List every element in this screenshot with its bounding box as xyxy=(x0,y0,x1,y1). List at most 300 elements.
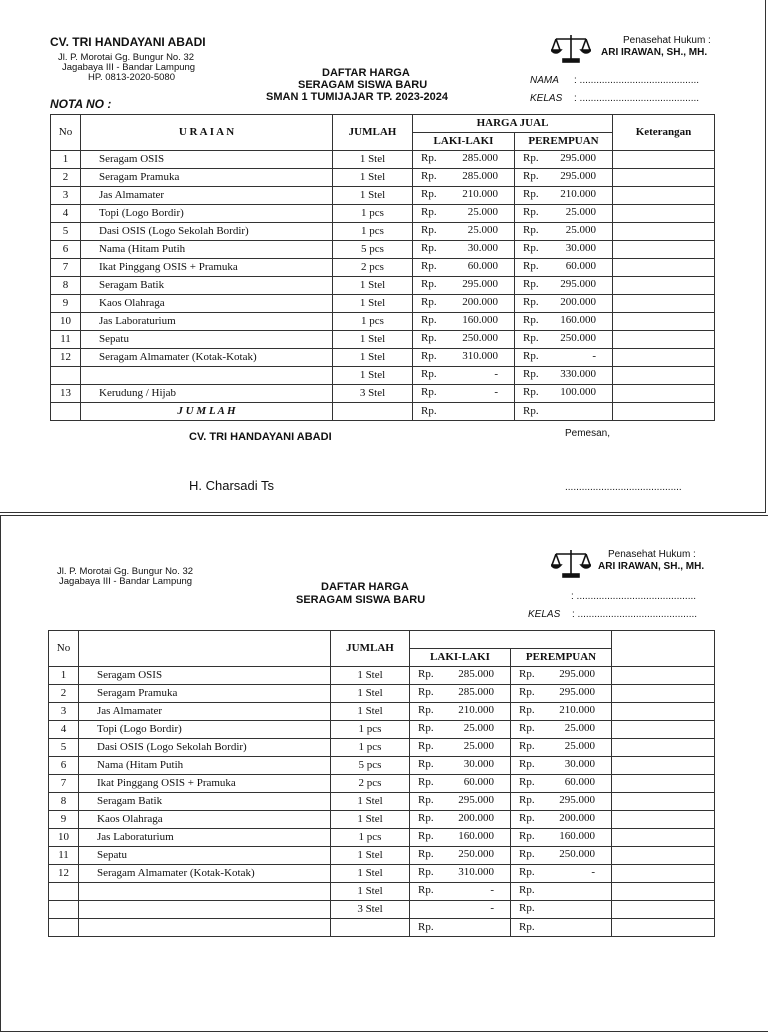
currency-label: Rp. xyxy=(421,152,437,164)
item-notes xyxy=(612,883,715,901)
item-description: Seragam Batik xyxy=(81,277,333,295)
item-notes xyxy=(613,331,715,349)
currency-label: Rp. xyxy=(519,704,535,716)
price-value: - xyxy=(591,866,595,878)
price-male xyxy=(410,757,511,775)
legal-advisor-label: Penasehat Hukum : xyxy=(623,35,711,46)
price-female xyxy=(511,829,612,847)
item-notes xyxy=(613,151,715,169)
table-row xyxy=(51,187,715,205)
price-table-body xyxy=(49,667,715,919)
item-description: Seragam Pramuka xyxy=(79,685,331,703)
price-value: 25.000 xyxy=(565,206,596,218)
col-header-male: LAKI-LAKI xyxy=(410,649,511,667)
price-value: 25.000 xyxy=(467,224,498,236)
table-row xyxy=(51,223,715,241)
row-number: 5 xyxy=(49,739,79,757)
price-female xyxy=(511,865,612,883)
currency-label: Rp. xyxy=(523,170,539,182)
price-value: 25.000 xyxy=(463,740,494,752)
row-number: 2 xyxy=(51,169,81,187)
col-header-no: No xyxy=(49,631,79,667)
currency-label: Rp. xyxy=(421,368,437,380)
price-female xyxy=(511,757,612,775)
item-description: Ikat Pinggang OSIS + Pramuka xyxy=(81,259,333,277)
row-number: 4 xyxy=(51,205,81,223)
currency-label: Rp. xyxy=(523,296,539,308)
currency-label: Rp. xyxy=(418,830,434,842)
currency-label: Rp. xyxy=(418,686,434,698)
item-quantity: 1 pcs xyxy=(331,739,410,757)
row-number: 3 xyxy=(49,703,79,721)
price-value: - xyxy=(494,368,498,380)
item-quantity: 1 Stel xyxy=(333,169,413,187)
item-notes xyxy=(612,739,715,757)
price-female xyxy=(511,775,612,793)
row-number: 8 xyxy=(49,793,79,811)
total-male: Rp. xyxy=(413,403,515,421)
item-description: Nama (Hitam Putih xyxy=(79,757,331,775)
price-value: 60.000 xyxy=(564,776,595,788)
price-female xyxy=(511,811,612,829)
currency-label: Rp. xyxy=(418,776,434,788)
price-value: 295.000 xyxy=(560,152,596,164)
price-value: 160.000 xyxy=(560,314,596,326)
price-male xyxy=(410,883,511,901)
item-quantity: 1 pcs xyxy=(331,721,410,739)
currency-label: Rp. xyxy=(418,812,434,824)
table-row xyxy=(51,277,715,295)
table-row xyxy=(51,385,715,403)
currency-label: Rp. xyxy=(523,188,539,200)
item-quantity: 1 pcs xyxy=(333,223,413,241)
item-notes xyxy=(612,865,715,883)
currency-label: Rp. xyxy=(519,722,535,734)
item-notes xyxy=(613,169,715,187)
price-value: 295.000 xyxy=(560,278,596,290)
item-quantity: 2 pcs xyxy=(333,259,413,277)
price-female xyxy=(511,667,612,685)
doc-title-2: SERAGAM SISWA BARU xyxy=(296,594,426,606)
item-notes xyxy=(613,367,715,385)
col-header-male: LAKI-LAKI xyxy=(413,133,515,151)
item-notes xyxy=(613,385,715,403)
table-row xyxy=(49,721,715,739)
price-value: - xyxy=(494,386,498,398)
currency-label: Rp. xyxy=(418,704,434,716)
item-quantity: 1 Stel xyxy=(333,151,413,169)
row-number: 7 xyxy=(51,259,81,277)
scales-of-justice-icon xyxy=(551,32,591,64)
item-notes xyxy=(613,259,715,277)
item-description: Sepatu xyxy=(79,847,331,865)
currency-label: Rp. xyxy=(421,242,437,254)
item-notes xyxy=(612,667,715,685)
buyer-class-field[interactable]: : ........................................... xyxy=(574,93,700,104)
doc-title-1: DAFTAR HARGA xyxy=(322,67,410,79)
item-notes xyxy=(613,295,715,313)
total-female: Rp. xyxy=(511,919,612,937)
currency-label: Rp. xyxy=(519,686,535,698)
price-male xyxy=(410,865,511,883)
scales-of-justice-icon xyxy=(551,547,591,579)
currency-label: Rp. xyxy=(421,350,437,362)
price-female xyxy=(515,205,613,223)
price-female xyxy=(511,847,612,865)
row-number: 9 xyxy=(49,811,79,829)
col-header-selling-price xyxy=(410,631,612,649)
doc-title-1: DAFTAR HARGA xyxy=(321,581,409,593)
price-female xyxy=(515,295,613,313)
item-notes xyxy=(612,721,715,739)
row-number: 8 xyxy=(51,277,81,295)
item-quantity: 1 Stel xyxy=(333,367,413,385)
nota-number-label: NOTA NO : xyxy=(50,97,112,111)
item-notes xyxy=(612,901,715,919)
table-row xyxy=(49,775,715,793)
item-description: Jas Laboraturium xyxy=(81,313,333,331)
row-number: 12 xyxy=(49,865,79,883)
currency-label: Rp. xyxy=(421,296,437,308)
buyer-name-label: NAMA xyxy=(530,75,559,86)
item-notes xyxy=(612,775,715,793)
item-description: Kaos Olahraga xyxy=(79,811,331,829)
item-notes xyxy=(612,847,715,865)
item-description: Ikat Pinggang OSIS + Pramuka xyxy=(79,775,331,793)
item-description: Kaos Olahraga xyxy=(81,295,333,313)
table-row xyxy=(49,811,715,829)
table-row xyxy=(49,739,715,757)
row-number xyxy=(49,883,79,901)
col-header-no: No xyxy=(51,115,81,151)
price-male xyxy=(413,151,515,169)
price-value: 285.000 xyxy=(458,686,494,698)
currency-label: Rp. xyxy=(418,794,434,806)
row-number: 5 xyxy=(51,223,81,241)
currency-label: Rp. xyxy=(421,188,437,200)
price-female xyxy=(511,721,612,739)
price-male xyxy=(410,667,511,685)
item-description: Seragam OSIS xyxy=(79,667,331,685)
price-male xyxy=(413,187,515,205)
table-row xyxy=(49,667,715,685)
currency-label: Rp. xyxy=(523,314,539,326)
price-value: 200.000 xyxy=(559,812,595,824)
company-address-1: Jl. P. Morotai Gg. Bungur No. 32 xyxy=(57,566,194,577)
price-female xyxy=(511,685,612,703)
item-quantity: 1 Stel xyxy=(331,667,410,685)
item-quantity: 1 Stel xyxy=(331,703,410,721)
price-male xyxy=(413,385,515,403)
item-notes xyxy=(612,757,715,775)
item-notes xyxy=(613,349,715,367)
legal-advisor-label: Penasehat Hukum : xyxy=(608,549,696,560)
row-number: 2 xyxy=(49,685,79,703)
price-female xyxy=(511,901,612,919)
price-table xyxy=(50,114,715,421)
price-male xyxy=(413,331,515,349)
currency-label: Rp. xyxy=(523,278,539,290)
price-value: 200.000 xyxy=(462,296,498,308)
currency-label: Rp. xyxy=(523,260,539,272)
signer-name: H. Charsadi Ts xyxy=(189,478,275,493)
item-quantity: 1 Stel xyxy=(331,847,410,865)
col-header-notes: Keterangan xyxy=(613,115,715,151)
price-value: 295.000 xyxy=(559,686,595,698)
price-male xyxy=(413,277,515,295)
price-male xyxy=(410,829,511,847)
price-value: 210.000 xyxy=(458,704,494,716)
item-notes xyxy=(613,187,715,205)
currency-label: Rp. xyxy=(519,776,535,788)
item-quantity: 1 Stel xyxy=(333,295,413,313)
currency-label: Rp. xyxy=(421,224,437,236)
col-header-quantity: JUMLAH xyxy=(331,631,410,667)
col-header-quantity: JUMLAH xyxy=(333,115,413,151)
table-row xyxy=(51,169,715,187)
price-value: 60.000 xyxy=(463,776,494,788)
table-row xyxy=(51,367,715,385)
table-row xyxy=(49,901,715,919)
item-quantity: 1 Stel xyxy=(331,865,410,883)
price-value: 310.000 xyxy=(462,350,498,362)
item-quantity: 1 Stel xyxy=(333,187,413,205)
currency-label: Rp. xyxy=(519,902,535,914)
currency-label: Rp. xyxy=(523,386,539,398)
price-value: 100.000 xyxy=(560,386,596,398)
col-header-selling-price: HARGA JUAL xyxy=(413,115,613,133)
legal-advisor-name: ARI IRAWAN, SH., MH. xyxy=(601,47,708,58)
price-value: 30.000 xyxy=(565,242,596,254)
table-row xyxy=(51,259,715,277)
price-female xyxy=(515,223,613,241)
row-number: 1 xyxy=(51,151,81,169)
item-quantity: 1 Stel xyxy=(333,349,413,367)
doc-title-3: SMAN 1 TUMIJAJAR TP. 2023-2024 xyxy=(266,91,448,103)
item-description: Jas Almamater xyxy=(79,703,331,721)
item-notes xyxy=(612,829,715,847)
item-quantity: 1 Stel xyxy=(331,811,410,829)
price-value: 25.000 xyxy=(565,224,596,236)
price-female xyxy=(515,169,613,187)
price-male xyxy=(410,793,511,811)
price-table xyxy=(48,630,715,937)
col-header-description: U R A I A N xyxy=(81,115,333,151)
price-female xyxy=(511,739,612,757)
currency-label: Rp. xyxy=(519,830,535,842)
footer-company-name: CV. TRI HANDAYANI ABADI xyxy=(189,431,332,443)
item-description xyxy=(79,901,331,919)
price-value: 60.000 xyxy=(467,260,498,272)
item-notes xyxy=(613,277,715,295)
price-female xyxy=(515,385,613,403)
item-description: Kerudung / Hijab xyxy=(81,385,333,403)
price-value: 330.000 xyxy=(560,368,596,380)
price-male xyxy=(410,739,511,757)
price-male xyxy=(413,223,515,241)
item-description: Topi (Logo Bordir) xyxy=(81,205,333,223)
price-value: 200.000 xyxy=(560,296,596,308)
row-number: 6 xyxy=(49,757,79,775)
currency-label: Rp. xyxy=(523,152,539,164)
price-value: 295.000 xyxy=(462,278,498,290)
price-value: 25.000 xyxy=(467,206,498,218)
price-value: 295.000 xyxy=(560,170,596,182)
item-notes xyxy=(613,241,715,259)
item-quantity: 1 pcs xyxy=(333,313,413,331)
item-quantity: 3 Stel xyxy=(331,901,410,919)
table-row xyxy=(51,331,715,349)
company-name: CV. TRI HANDAYANI ABADI xyxy=(50,35,206,49)
row-number: 12 xyxy=(51,349,81,367)
price-male xyxy=(413,205,515,223)
item-notes xyxy=(613,313,715,331)
price-female xyxy=(515,313,613,331)
price-value: 60.000 xyxy=(565,260,596,272)
price-value: - xyxy=(592,350,596,362)
price-value: 25.000 xyxy=(564,740,595,752)
item-description: Seragam OSIS xyxy=(81,151,333,169)
currency-label: Rp. xyxy=(418,848,434,860)
price-female xyxy=(515,367,613,385)
item-notes xyxy=(612,703,715,721)
price-male xyxy=(410,847,511,865)
currency-label: Rp. xyxy=(418,884,434,896)
price-value: 30.000 xyxy=(463,758,494,770)
table-row xyxy=(49,793,715,811)
price-female xyxy=(515,277,613,295)
buyer-class-label: KELAS xyxy=(528,609,561,620)
table-row xyxy=(49,685,715,703)
col-header-notes xyxy=(612,631,715,667)
item-quantity: 1 Stel xyxy=(331,793,410,811)
currency-label: Rp. xyxy=(421,332,437,344)
currency-label: Rp. xyxy=(519,740,535,752)
currency-label: Rp. xyxy=(421,206,437,218)
price-value: 210.000 xyxy=(462,188,498,200)
row-number: 10 xyxy=(51,313,81,331)
currency-label: Rp. xyxy=(421,170,437,182)
table-row xyxy=(49,757,715,775)
price-value: 160.000 xyxy=(458,830,494,842)
price-male xyxy=(413,295,515,313)
total-label: J U M L A H xyxy=(81,403,333,421)
row-number: 11 xyxy=(51,331,81,349)
price-male xyxy=(413,313,515,331)
price-value: - xyxy=(490,902,494,914)
price-female xyxy=(511,793,612,811)
item-quantity: 1 pcs xyxy=(331,829,410,847)
company-address-1: Jl. P. Morotai Gg. Bungur No. 32 xyxy=(58,52,195,63)
item-quantity: 1 pcs xyxy=(333,205,413,223)
currency-label: Rp. xyxy=(421,386,437,398)
table-row xyxy=(49,865,715,883)
table-row xyxy=(51,205,715,223)
price-female xyxy=(511,703,612,721)
price-male xyxy=(413,349,515,367)
price-value: 250.000 xyxy=(560,332,596,344)
currency-label: Rp. xyxy=(523,206,539,218)
company-address-2: Jagabaya III - Bandar Lampung xyxy=(62,62,196,73)
item-description: Sepatu xyxy=(81,331,333,349)
price-female xyxy=(515,187,613,205)
company-phone: HP. 0813-2020-5080 xyxy=(88,72,175,83)
price-female xyxy=(515,259,613,277)
item-description: Seragam Almamater (Kotak-Kotak) xyxy=(81,349,333,367)
buyer-name-field[interactable]: : ........................................... xyxy=(574,75,700,86)
table-row xyxy=(49,703,715,721)
price-value: 210.000 xyxy=(559,704,595,716)
price-female xyxy=(511,883,612,901)
item-description: Seragam Batik xyxy=(79,793,331,811)
currency-label: Rp. xyxy=(519,884,535,896)
table-row xyxy=(51,151,715,169)
item-description xyxy=(79,883,331,901)
item-quantity: 1 Stel xyxy=(333,331,413,349)
company-address-2: Jagabaya III - Bandar Lampung xyxy=(59,576,193,587)
buyer-name-field[interactable]: : ........................................... xyxy=(571,591,697,602)
price-male xyxy=(410,811,511,829)
row-number: 3 xyxy=(51,187,81,205)
item-description: Jas Laboraturium xyxy=(79,829,331,847)
price-value: 30.000 xyxy=(564,758,595,770)
table-row xyxy=(49,847,715,865)
row-number xyxy=(49,901,79,919)
currency-label: Rp. xyxy=(523,350,539,362)
price-male xyxy=(410,775,511,793)
price-value: 250.000 xyxy=(462,332,498,344)
item-description: Dasi OSIS (Logo Sekolah Bordir) xyxy=(79,739,331,757)
price-value: - xyxy=(490,884,494,896)
price-male xyxy=(410,685,511,703)
row-number: 1 xyxy=(49,667,79,685)
orderer-signature-line[interactable]: .......................................... xyxy=(565,482,682,493)
currency-label: Rp. xyxy=(418,758,434,770)
row-number: 6 xyxy=(51,241,81,259)
currency-label: Rp. xyxy=(418,740,434,752)
price-value: 250.000 xyxy=(559,848,595,860)
price-male xyxy=(410,721,511,739)
currency-label: Rp. xyxy=(523,368,539,380)
row-number: 7 xyxy=(49,775,79,793)
item-notes xyxy=(613,223,715,241)
legal-advisor-name: ARI IRAWAN, SH., MH. xyxy=(598,561,705,572)
buyer-class-field[interactable]: : ........................................... xyxy=(572,609,698,620)
item-notes xyxy=(612,811,715,829)
item-description: Seragam Almamater (Kotak-Kotak) xyxy=(79,865,331,883)
item-quantity: 1 Stel xyxy=(333,277,413,295)
total-male: Rp. xyxy=(410,919,511,937)
item-quantity: 5 pcs xyxy=(331,757,410,775)
orderer-label: Pemesan, xyxy=(565,428,611,439)
item-description: Dasi OSIS (Logo Sekolah Bordir) xyxy=(81,223,333,241)
table-row xyxy=(51,313,715,331)
price-male xyxy=(410,703,511,721)
buyer-class-label: KELAS xyxy=(530,93,563,104)
item-description xyxy=(81,367,333,385)
price-value: 210.000 xyxy=(560,188,596,200)
price-value: 310.000 xyxy=(458,866,494,878)
col-header-female: PEREMPUAN xyxy=(515,133,613,151)
price-list-sheet-1 xyxy=(0,0,766,513)
doc-title-2: SERAGAM SISWA BARU xyxy=(298,79,428,91)
price-female xyxy=(515,241,613,259)
item-description: Nama (Hitam Putih xyxy=(81,241,333,259)
currency-label: Rp. xyxy=(421,278,437,290)
currency-label: Rp. xyxy=(418,722,434,734)
price-male xyxy=(413,169,515,187)
price-male xyxy=(413,241,515,259)
